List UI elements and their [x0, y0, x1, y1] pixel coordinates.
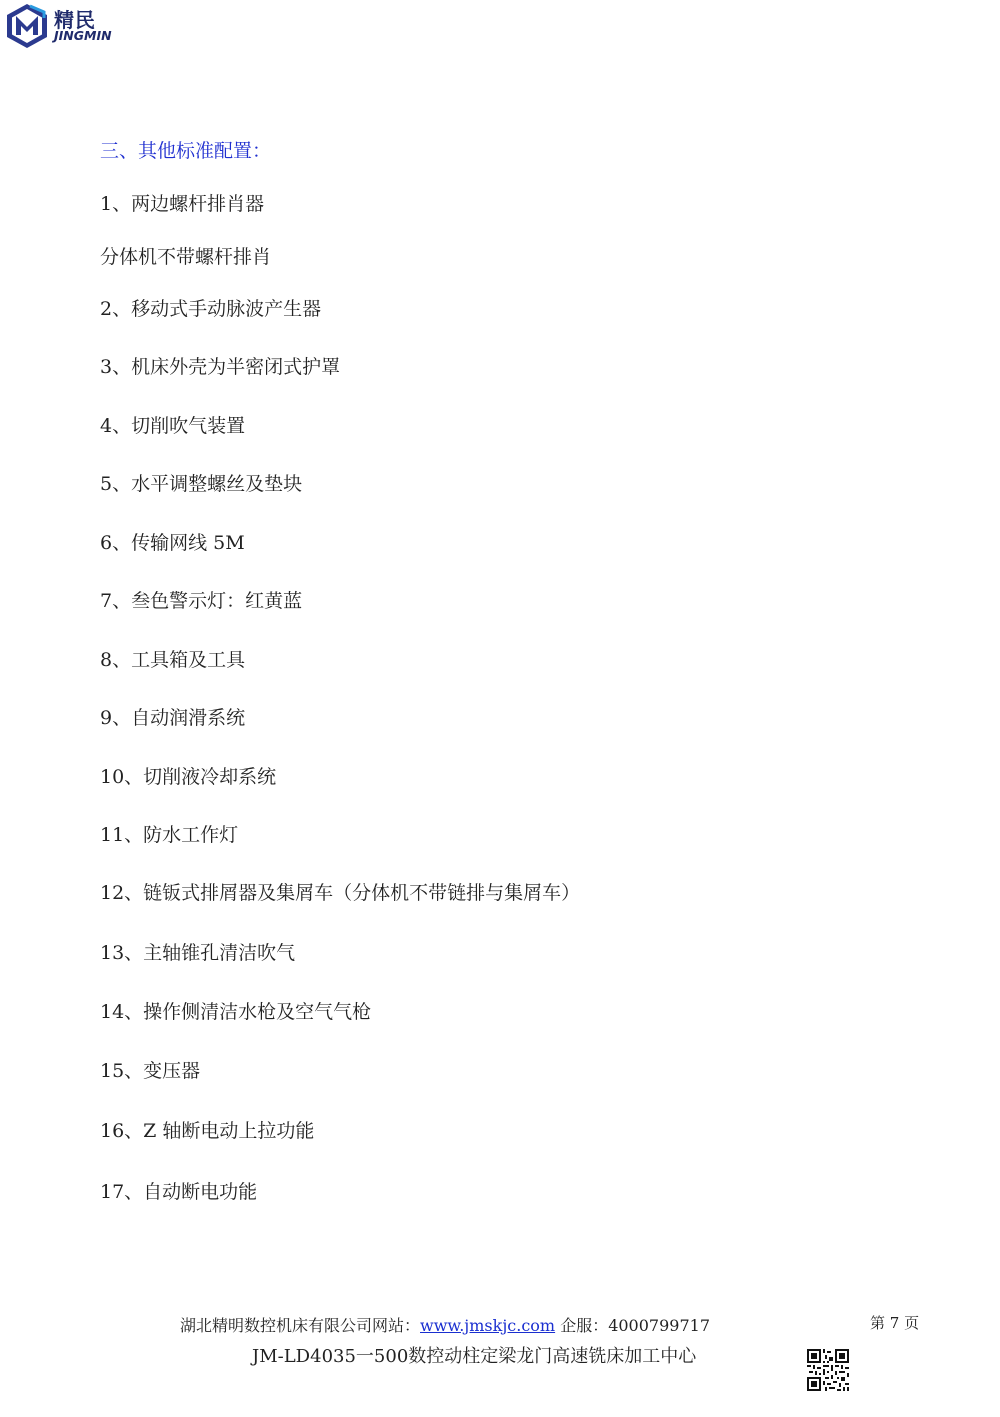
logo-english-text: JINGMIN	[54, 28, 112, 43]
list-item: 分体机不带螺杆排肖	[100, 246, 272, 268]
qr-code-icon	[807, 1349, 849, 1391]
list-item: 16、Z 轴断电动上拉功能	[100, 1120, 315, 1142]
list-item: 17、自动断电功能	[100, 1181, 258, 1203]
footer-product-name: JM-LD4035一500数控动柱定梁龙门高速铣床加工中心	[252, 1346, 697, 1367]
list-item: 1、两边螺杆排肖器	[100, 193, 265, 215]
logo-chinese-text: 精民	[54, 8, 96, 32]
section-heading: 三、其他标准配置：	[100, 140, 272, 162]
list-item: 5、水平调整螺丝及垫块	[100, 473, 303, 495]
list-item: 7、叁色警示灯：红黄蓝	[100, 590, 303, 612]
footer-service-phone: 企服：4000799717	[555, 1316, 710, 1335]
list-item: 14、操作侧清洁水枪及空气气枪	[100, 1001, 372, 1023]
footer-contact	[180, 1313, 710, 1336]
list-item: 3、机床外壳为半密闭式护罩	[100, 356, 341, 378]
list-item: 6、传输网线 5M	[100, 532, 245, 554]
list-item: 12、链钣式排屑器及集屑车（分体机不带链排与集屑车）	[100, 882, 581, 904]
page-number: 第 7 页	[870, 1314, 920, 1332]
list-item: 11、防水工作灯	[100, 824, 239, 846]
footer-company: 湖北精明数控机床有限公司网站：	[180, 1316, 421, 1335]
list-item: 13、主轴锥孔清洁吹气	[100, 942, 296, 964]
website-link[interactable]: www.jmskjc.com	[420, 1316, 556, 1335]
list-item: 10、切削液冷却系统	[100, 766, 277, 788]
list-item: 15、变压器	[100, 1060, 201, 1082]
list-item: 2、移动式手动脉波产生器	[100, 298, 322, 320]
list-item: 8、工具箱及工具	[100, 649, 246, 671]
list-item: 9、自动润滑系统	[100, 707, 246, 729]
company-logo	[4, 2, 114, 48]
logo-emblem-icon	[4, 2, 50, 48]
list-item: 4、切削吹气装置	[100, 415, 246, 437]
